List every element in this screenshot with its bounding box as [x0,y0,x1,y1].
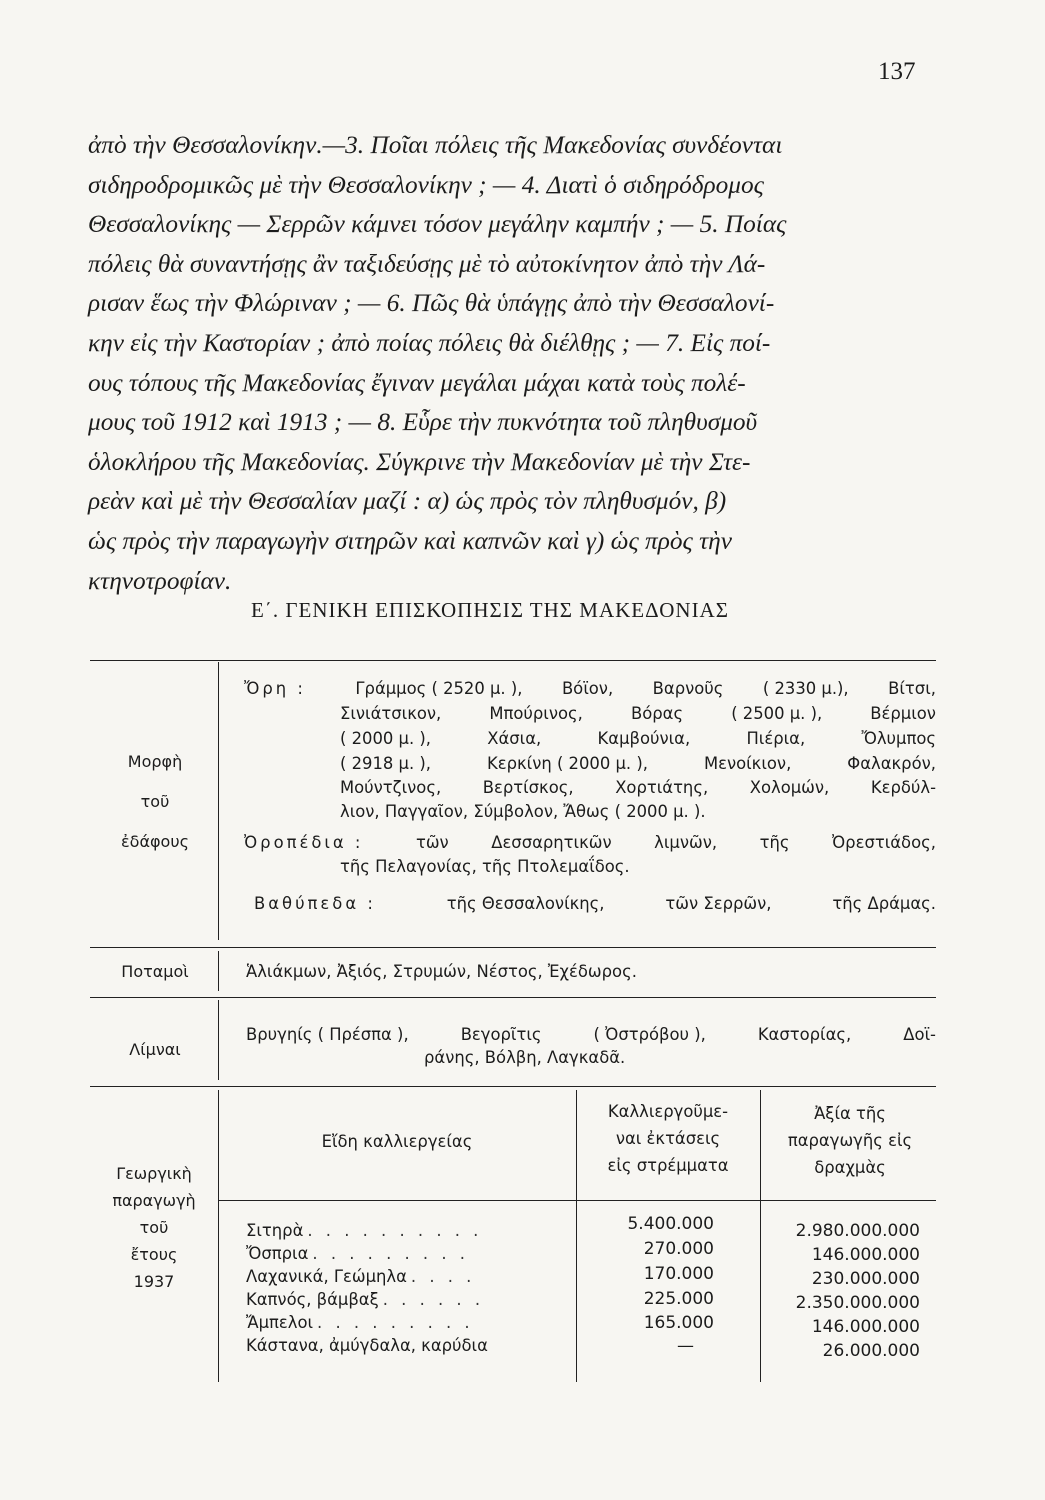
area-value: 5.400.000 [627,1214,714,1234]
lake-item: Βρυγηίς ( Πρέσπα ), [246,1025,409,1044]
intro-line: ους τόπους τῆς Μακεδονίας ἔγιναν μεγάλαι μάχαι κατὰ τοὺς πολέ- [88,368,746,397]
production-value: 26.000.000 [822,1341,920,1361]
plateau-item: τῆς [759,833,790,852]
intro-line: κτηνοτροφίαν. [88,566,232,595]
mountain-item: Βίτσι, [888,679,936,698]
mountains-line [340,802,936,824]
mountains-line [340,704,936,726]
intro-line: ἀπὸ τὴν Θεσσαλονίκην.—3. Ποῖαι πόλεις τῆς Μακεδονίας συνδέονται [88,131,783,159]
lakes-line [246,1025,936,1047]
leader-dots: . . . . . . . . . [317,1313,474,1332]
mountain-item: ( 2500 μ. ), [731,704,823,723]
mountain-item: Βέρμιον [870,704,936,723]
intro-line: ὁλοκλήρου τῆς Μακεδονίας. Σύγκρινε τὴν Μακεδονίαν μὲ τὴν Στε- [88,447,751,476]
mountain-item: Γράμμος ( 2520 μ. ), [355,679,523,698]
leader-dots: . . . . . . . . . [312,1244,469,1263]
mountain-item: ( 2918 μ. ), [340,754,431,773]
agri-header-rule [218,1200,936,1201]
intro-line: πόλεις θὰ συναντήσῃς ἂν ταξιδεύσῃς μὲ τὸ αὐτοκίνητον ἀπὸ τὴν Λά- [88,249,766,278]
crop-name: Σιτηρὰ [246,1221,304,1240]
mountain-item: Μπούρινος, [489,704,583,723]
plateau-item: λιμνῶν, [654,833,718,852]
intro-line: σιδηροδρομικῶς μὲ τὴν Θεσσαλονίκην ; — 4. Διατὶ ὁ σιδηρόδρομος [88,170,764,199]
header-value [762,1100,938,1181]
production-value: 146.000.000 [811,1245,920,1265]
area-value: 225.000 [643,1289,714,1309]
intro-line: ὡς πρὸς τὴν παραγωγὴν σιτηρῶν καὶ καπνῶν καὶ γ) ὡς πρὸς τὴν [88,526,732,555]
header-value-line: παραγωγῆς εἰς [787,1131,913,1150]
intro-line: κην εἰς τὴν Καστορίαν ; ἀπὸ ποίας πόλεις θὰ διέλθῃς ; — 7. Εἰς ποί- [88,328,771,357]
mountain-item: Βερτίσκος, [482,778,574,797]
intro-line: ρεὰν καὶ μὲ τὴν Θεσσαλίαν μαζί : α) ὡς πρὸς τὸν πληθυσμόν, β) [88,487,727,516]
lake-item: ράνης, Βόλβη, Λαγκαδᾶ. [424,1048,626,1067]
mountain-item: Βόρας [630,704,684,723]
mountain-item: Χολομών, [749,778,830,797]
basins-line [254,894,936,916]
lakes-label: Λίμναι [129,1040,181,1059]
agriculture-label-line: τοῦ [139,1218,169,1237]
relief-label [96,742,214,862]
basin-item: τῶν Σερρῶν, [665,894,772,913]
crop-name: Ἄμπελοι [246,1313,314,1332]
agriculture-label-line: παραγωγὴ [112,1191,196,1210]
crop-name: Καπνός, βάμβαξ [246,1290,379,1309]
area-value: 170.000 [643,1264,714,1284]
agri-divider-2 [576,1090,577,1382]
mountain-item: Σινιάτσικον, [340,704,442,723]
rule-after-relief [90,947,936,948]
header-crop: Εἴδη καλλιεργείας [321,1132,473,1151]
mountain-item: Μενοίκιον, [703,754,792,773]
table-row [246,1267,576,1287]
header-area [578,1098,758,1179]
production-value: 2.980.000.000 [795,1221,920,1241]
mountain-item: Φαλακρόν, [847,754,936,773]
plateaus-line [244,833,936,855]
rivers-text [246,962,936,984]
mountain-item: Κερδύλ- [870,778,936,797]
intro-line: Θεσσαλονίκης — Σερρῶν κάμνει τόσον μεγάλην καμπήν ; — 5. Ποίας [88,210,787,239]
rule-after-rivers [90,997,936,998]
lakes-line [424,1048,924,1070]
agriculture-label-line: ἔτους [130,1245,178,1264]
header-value-line: Ἀξία τῆς [814,1104,886,1123]
relief-label-line: Μορφὴ [127,752,183,771]
table-top-rule [90,660,936,661]
lake-item: Καστορίας, [757,1025,852,1044]
mountains-label: Ὄρη : [244,679,306,698]
mountains-line [340,754,936,776]
agri-divider-3 [760,1090,761,1382]
lake-item: Βεγορῖτις [460,1025,542,1044]
plateau-item: Ὀρεστιάδος, [832,833,936,852]
basin-item: τῆς Θεσσαλονίκης, [446,894,605,913]
production-value: 146.000.000 [811,1317,920,1337]
lake-item: Δοϊ- [903,1025,936,1044]
table-row [246,1290,576,1310]
header-area-line: ναι ἐκτάσεις [615,1129,721,1148]
area-value: 270.000 [643,1239,714,1259]
crop-name: Λαχανικά, Γεώμηλα [246,1267,407,1286]
crop-name: Ὄσπρια [246,1244,309,1263]
plateau-item: Δεσσαρητικῶν [491,833,612,852]
intro-line: μους τοῦ 1912 καὶ 1913 ; — 8. Εὗρε τὴν πυκνότητα τοῦ πληθυσμοῦ [88,408,758,437]
crop-name: Κάστανα, ἀμύγδαλα, καρύδια [246,1336,488,1355]
mountain-item: Καμβούνια, [597,729,691,748]
rivers-divider [218,951,219,991]
area-value: 165.000 [643,1313,714,1333]
relief-label-line: ἐδάφους [121,832,189,851]
table-row [246,1244,576,1264]
agriculture-label [92,1160,216,1295]
lake-item: ( Ὀστρόβου ), [593,1025,706,1044]
production-value: 230.000.000 [811,1269,920,1289]
rivers-list: Ἁλιάκμων, Ἀξιός, Στρυμών, Νέστος, Ἐχέδωρος. [246,962,637,981]
plateaus-label: Ὀροπέδια : [244,833,364,852]
page-number: 137 [878,58,916,85]
mountain-item: Βόϊον, [561,679,614,698]
mountain-item: Ὄλυμπος [861,729,936,748]
relief-divider [218,662,219,940]
agriculture-label-line: Γεωργικὴ [116,1164,192,1183]
table-row [246,1221,576,1241]
mountains-line [244,679,936,701]
rule-after-lakes [90,1086,936,1087]
mountain-item: Χάσια, [487,729,542,748]
plateau-item: τῆς Πελαγονίας, τῆς Πτολεμαΐδος. [340,857,630,876]
plateaus-line [340,857,936,879]
leader-dots: . . . . [410,1267,476,1286]
basin-item: τῆς Δράμας. [832,894,936,913]
leader-dots: . . . . . . . . . . [307,1221,483,1240]
mountain-item: Κερκίνη ( 2000 μ. ), [486,754,648,773]
intro-paragraph [88,126,936,601]
mountain-item: Πιέρια, [746,729,806,748]
mountain-item: Βαρνοῦς [652,679,724,698]
basins-label: Βαθύπεδα : [254,894,376,913]
mountain-item: ( 2000 μ. ), [340,729,431,748]
mountain-item: Χορτιάτης, [615,778,709,797]
mountain-item: λιον, Παγγαῖον, Σύμβολον, Ἄθως ( 2000 μ. ). [340,802,706,821]
mountain-item: Μούντζινος, [340,778,442,797]
production-value: 2.350.000.000 [795,1293,920,1313]
plateau-item: τῶν [415,833,449,852]
agriculture-label-line: 1937 [133,1272,175,1291]
mountain-item: ( 2330 μ.), [762,679,849,698]
table-row [246,1336,576,1356]
table-row [246,1313,576,1333]
agri-divider-1 [218,1090,219,1382]
relief-label-line: τοῦ [140,792,170,811]
mountains-line [340,778,936,800]
mountains-line [340,729,936,751]
section-title: Ε΄. ΓΕΝΙΚΗ ΕΠΙΣΚΟΠΗΣΙΣ ΤΗΣ ΜΑΚΕΔΟΝΙΑΣ [251,598,729,622]
rivers-label: Ποταμοὶ [121,962,189,981]
lakes-divider [218,1000,219,1080]
header-area-line: εἰς στρέμματα [607,1156,729,1175]
header-value-line: δραχμὰς [814,1158,886,1177]
leader-dots: . . . . . . [382,1290,485,1309]
area-value: — [677,1336,694,1356]
header-area-line: Καλλιεργοῦμε- [607,1102,729,1121]
intro-line: ρισαν ἕως τὴν Φλώριναν ; — 6. Πῶς θὰ ὑπάγῃς ἀπὸ τὴν Θεσσαλονί- [88,289,775,318]
